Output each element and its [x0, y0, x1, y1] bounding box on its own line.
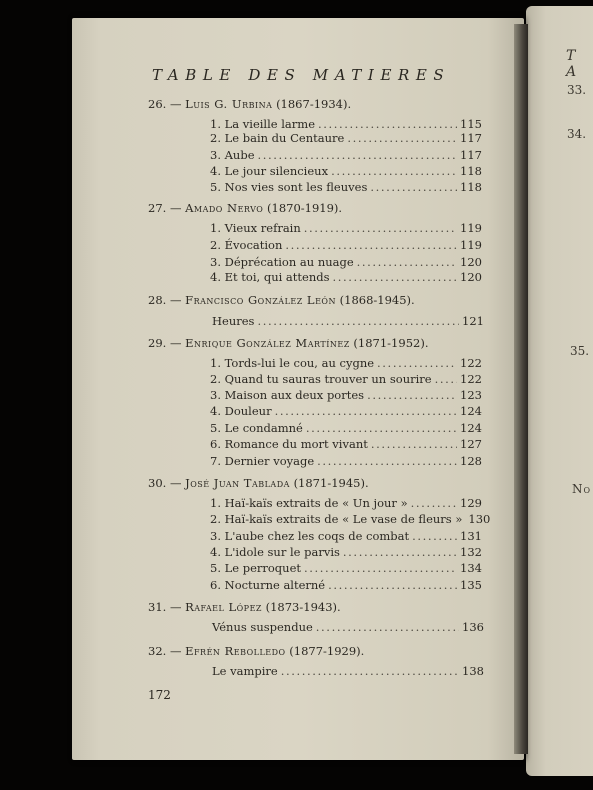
book-gutter [514, 24, 528, 754]
entry-page: 131 [460, 529, 482, 543]
section-heading: 27. — Amado Nervo (1870-1919). [148, 201, 343, 215]
entry-page: 119 [460, 238, 482, 252]
toc-entry[interactable] [210, 437, 482, 451]
entry-page: 128 [460, 454, 482, 468]
entry-page: 122 [460, 356, 482, 370]
entry-page: 132 [460, 545, 482, 559]
entry-page: 118 [460, 164, 482, 178]
toc-entry[interactable] [210, 388, 482, 402]
toc-entry[interactable] [210, 356, 482, 370]
section-heading: 32. — Efrén Rebolledo (1877-1929). [148, 644, 365, 658]
entry-title: Heures [212, 314, 255, 328]
entry-page: 123 [460, 388, 482, 402]
entry-title: 5. Le condamné [210, 421, 303, 435]
toc-entry[interactable] [210, 131, 482, 145]
author-name: Francisco González León [185, 293, 336, 307]
entry-page: 124 [460, 404, 482, 418]
entry-page: 135 [460, 578, 482, 592]
toc-entry[interactable] [210, 372, 482, 386]
entry-title: 6. Romance du mort vivant [210, 437, 368, 451]
entry-title: 6. Nocturne alterné [210, 578, 326, 592]
section-heading: 30. — José Juan Tablada (1871-1945). [148, 476, 369, 490]
entry-title: 4. L'idole sur le parvis [210, 545, 340, 559]
section-heading: 26. — Luis G. Urbina (1867-1934). [148, 97, 352, 111]
facing-page-title: T A [566, 48, 583, 80]
toc-entry[interactable] [210, 117, 482, 131]
entry-title: 2. Évocation [210, 238, 283, 252]
entry-title: 1. Haï-kaïs extraits de « Un jour » [210, 496, 408, 510]
entry-title: 3. L'aube chez les coqs de combat [210, 529, 410, 543]
facing-page [526, 6, 593, 776]
entry-page: 118 [460, 180, 482, 194]
entry-page: 138 [462, 664, 484, 678]
entry-page: 134 [460, 561, 482, 575]
toc-entry[interactable] [210, 270, 482, 284]
entry-page: 117 [460, 148, 482, 162]
facing-page-number: 33. [567, 83, 587, 97]
entry-page: 127 [460, 437, 482, 451]
entry-title: 1. La vieille larme [210, 117, 315, 131]
section-heading: 29. — Enrique González Martínez (1871-1952). [148, 336, 429, 350]
toc-entry[interactable] [210, 545, 482, 559]
entry-page: 122 [460, 372, 482, 386]
entry-title: 2. Quand tu sauras trouver un sourire [210, 372, 432, 386]
toc-entry[interactable] [212, 664, 484, 678]
toc-entry[interactable] [212, 314, 484, 328]
entry-page: 124 [460, 421, 482, 435]
toc-entry[interactable] [210, 578, 482, 592]
entry-title: 3. Aube [210, 148, 255, 162]
entry-title: 4. Le jour silencieux [210, 164, 329, 178]
author-name: Efrén Rebolledo [185, 644, 286, 658]
author-name: Rafael López [185, 600, 262, 614]
section-heading: 31. — Rafael López (1873-1943). [148, 600, 341, 614]
toc-entry[interactable] [210, 255, 482, 269]
entry-page: 115 [460, 117, 482, 131]
toc-entry[interactable] [210, 529, 482, 543]
entry-title: Vénus suspendue [212, 620, 313, 634]
entry-title: 4. Et toi, qui attends [210, 270, 330, 284]
entry-title: 4. Douleur [210, 404, 272, 418]
toc-entry[interactable] [210, 164, 482, 178]
author-name: Luis G. Urbina [185, 97, 273, 111]
facing-page-notes: No [572, 482, 592, 496]
toc-entry[interactable] [210, 404, 482, 418]
page-number: 172 [148, 688, 171, 702]
entry-title: 2. Le bain du Centaure [210, 131, 345, 145]
toc-entry[interactable] [210, 454, 482, 468]
entry-title: 1. Vieux refrain [210, 221, 301, 235]
toc-entry[interactable] [210, 496, 482, 510]
entry-title: 2. Haï-kaïs extraits de « Le vase de fleurs » [210, 512, 463, 526]
entry-page: 136 [462, 620, 484, 634]
toc-entry[interactable] [210, 561, 482, 575]
toc-entry[interactable] [210, 148, 482, 162]
entry-page: 120 [460, 270, 482, 284]
facing-page-number: 34. [567, 127, 587, 141]
toc-entry[interactable] [210, 421, 482, 435]
toc-entry[interactable] [210, 512, 491, 526]
entry-page: 129 [460, 496, 482, 510]
entry-title: Le vampire [212, 664, 278, 678]
toc-entry[interactable] [212, 620, 484, 634]
entry-page: 117 [460, 131, 482, 145]
toc-entry[interactable] [210, 221, 482, 235]
entry-title: 1. Tords-lui le cou, au cygne [210, 356, 375, 370]
author-name: José Juan Tablada [185, 476, 290, 490]
toc-entry[interactable] [210, 180, 482, 194]
entry-title: 3. Maison aux deux portes [210, 388, 365, 402]
entry-page: 119 [460, 221, 482, 235]
entry-title: 5. Nos vies sont les fleuves [210, 180, 368, 194]
page-title: TABLE DES MATIERES [152, 66, 451, 84]
author-name: Enrique González Martínez [185, 336, 350, 350]
entry-page: 121 [462, 314, 484, 328]
facing-page-number: 35. [570, 344, 590, 358]
entry-page: 120 [460, 255, 482, 269]
toc-entry[interactable] [210, 238, 482, 252]
entry-page: 130 [468, 512, 491, 526]
entry-title: 7. Dernier voyage [210, 454, 315, 468]
author-name: Amado Nervo [185, 201, 264, 215]
section-heading: 28. — Francisco González León (1868-1945). [148, 293, 415, 307]
entry-title: 5. Le perroquet [210, 561, 302, 575]
entry-title: 3. Déprécation au nuage [210, 255, 354, 269]
